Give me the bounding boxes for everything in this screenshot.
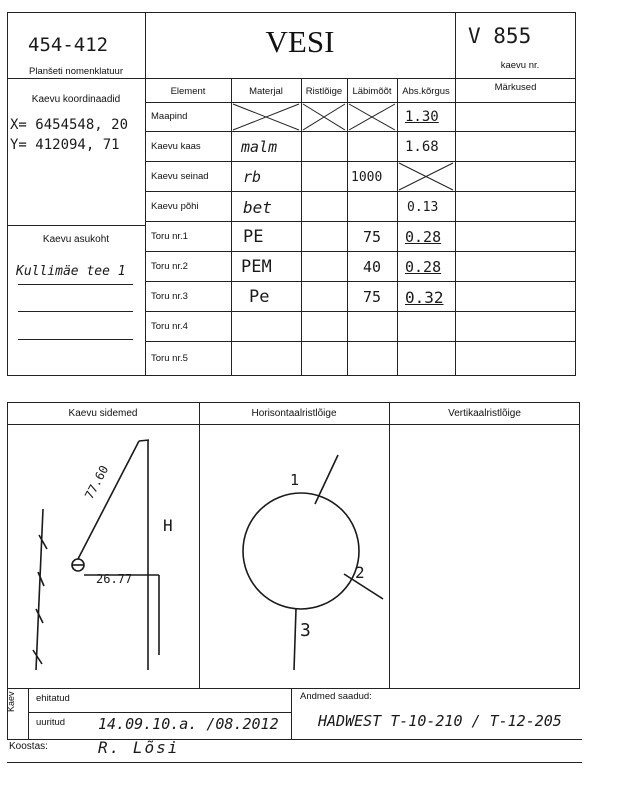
col-header-remarks: Märkused [494, 81, 537, 93]
cell-diameter: 75 [363, 228, 382, 246]
map-sheet-value: 454-412 [28, 34, 109, 56]
compiled-value: R. Lõsi [98, 738, 180, 757]
col-header-element: Element [170, 85, 206, 97]
col-header-diameter: Läbimõõt [352, 85, 392, 97]
built-label: ehitatud [36, 693, 70, 704]
pipe-2-label: 2 [355, 563, 365, 582]
sketch-header-horizontal: Horisontaalristlõige [251, 408, 337, 419]
location-label: Kaevu asukoht [42, 234, 110, 245]
cell-diameter: 1000 [351, 169, 383, 185]
cell-material: bet [243, 197, 272, 217]
row-element: Maapind [151, 111, 188, 122]
pipe-1-label: 1 [290, 471, 300, 489]
page-title: VESI [265, 24, 335, 59]
cell-abs-height: 0.28 [405, 228, 442, 246]
sketch-header-vertical: Vertikaalristlõige [448, 408, 521, 419]
horizontal-section-sketch [200, 425, 389, 689]
elements-table [145, 78, 576, 376]
row-element: Toru nr.3 [151, 290, 188, 302]
cell-diameter: 40 [363, 258, 382, 276]
row-element: Toru nr.1 [151, 230, 188, 242]
pipe-3-label: 3 [300, 620, 311, 641]
map-sheet-label: Planšeti nomenklatuur [29, 66, 123, 77]
row-element: Kaevu seinad [151, 170, 209, 182]
coordinate-y: Y= 412094, 71 [10, 137, 120, 153]
location-value: Kullimäe tee 1 [16, 264, 126, 279]
surveyed-label: uuritud [36, 717, 66, 728]
cell-material: malm [241, 138, 278, 156]
data-from-label: Andmed saadud: [300, 691, 372, 702]
cell-abs-height: 0.28 [405, 258, 442, 276]
cell-diameter: 75 [363, 288, 382, 306]
diag-distance-label: 77.60 [82, 463, 112, 502]
col-header-material: Materjal [249, 85, 283, 97]
well-number-value: V 855 [468, 24, 532, 48]
cell-material: Pe [249, 287, 270, 307]
cell-material: rb [243, 168, 262, 186]
well-number-label: kaevu nr. [500, 60, 540, 71]
surveyed-value: 14.09.10.a. /08.2012 [98, 715, 279, 733]
row-element: Kaevu kaas [151, 140, 201, 152]
crossed-cells [145, 78, 576, 376]
col-header-cross-section: Ristlõige [305, 85, 343, 97]
cell-material: PEM [241, 257, 272, 277]
cell-abs-height: 0.13 [407, 199, 439, 215]
sketch-header-links: Kaevu sidemed [68, 408, 138, 419]
col-header-abs-height: Abs.kõrgus [402, 85, 450, 97]
footer-side-label: Kaev [6, 691, 16, 712]
row-element: Toru nr.4 [151, 320, 188, 332]
cell-material: PE [243, 227, 264, 247]
data-from-value: HADWEST T-10-210 / T-12-205 [318, 712, 562, 730]
coordinate-x: X= 6454548, 20 [10, 117, 129, 133]
cell-abs-height: 1.68 [405, 139, 439, 155]
row-element: Toru nr.2 [151, 260, 188, 272]
height-label: H [163, 516, 173, 535]
horiz-distance-label: 26.77 [96, 572, 133, 586]
compiled-label: Koostas: [9, 741, 48, 752]
row-element: Kaevu põhi [151, 200, 199, 212]
cell-abs-height: 1.30 [405, 108, 439, 125]
coordinates-label: Kaevu koordinaadid [31, 94, 121, 105]
cell-abs-height: 0.32 [405, 287, 444, 307]
row-element: Toru nr.5 [151, 353, 188, 364]
